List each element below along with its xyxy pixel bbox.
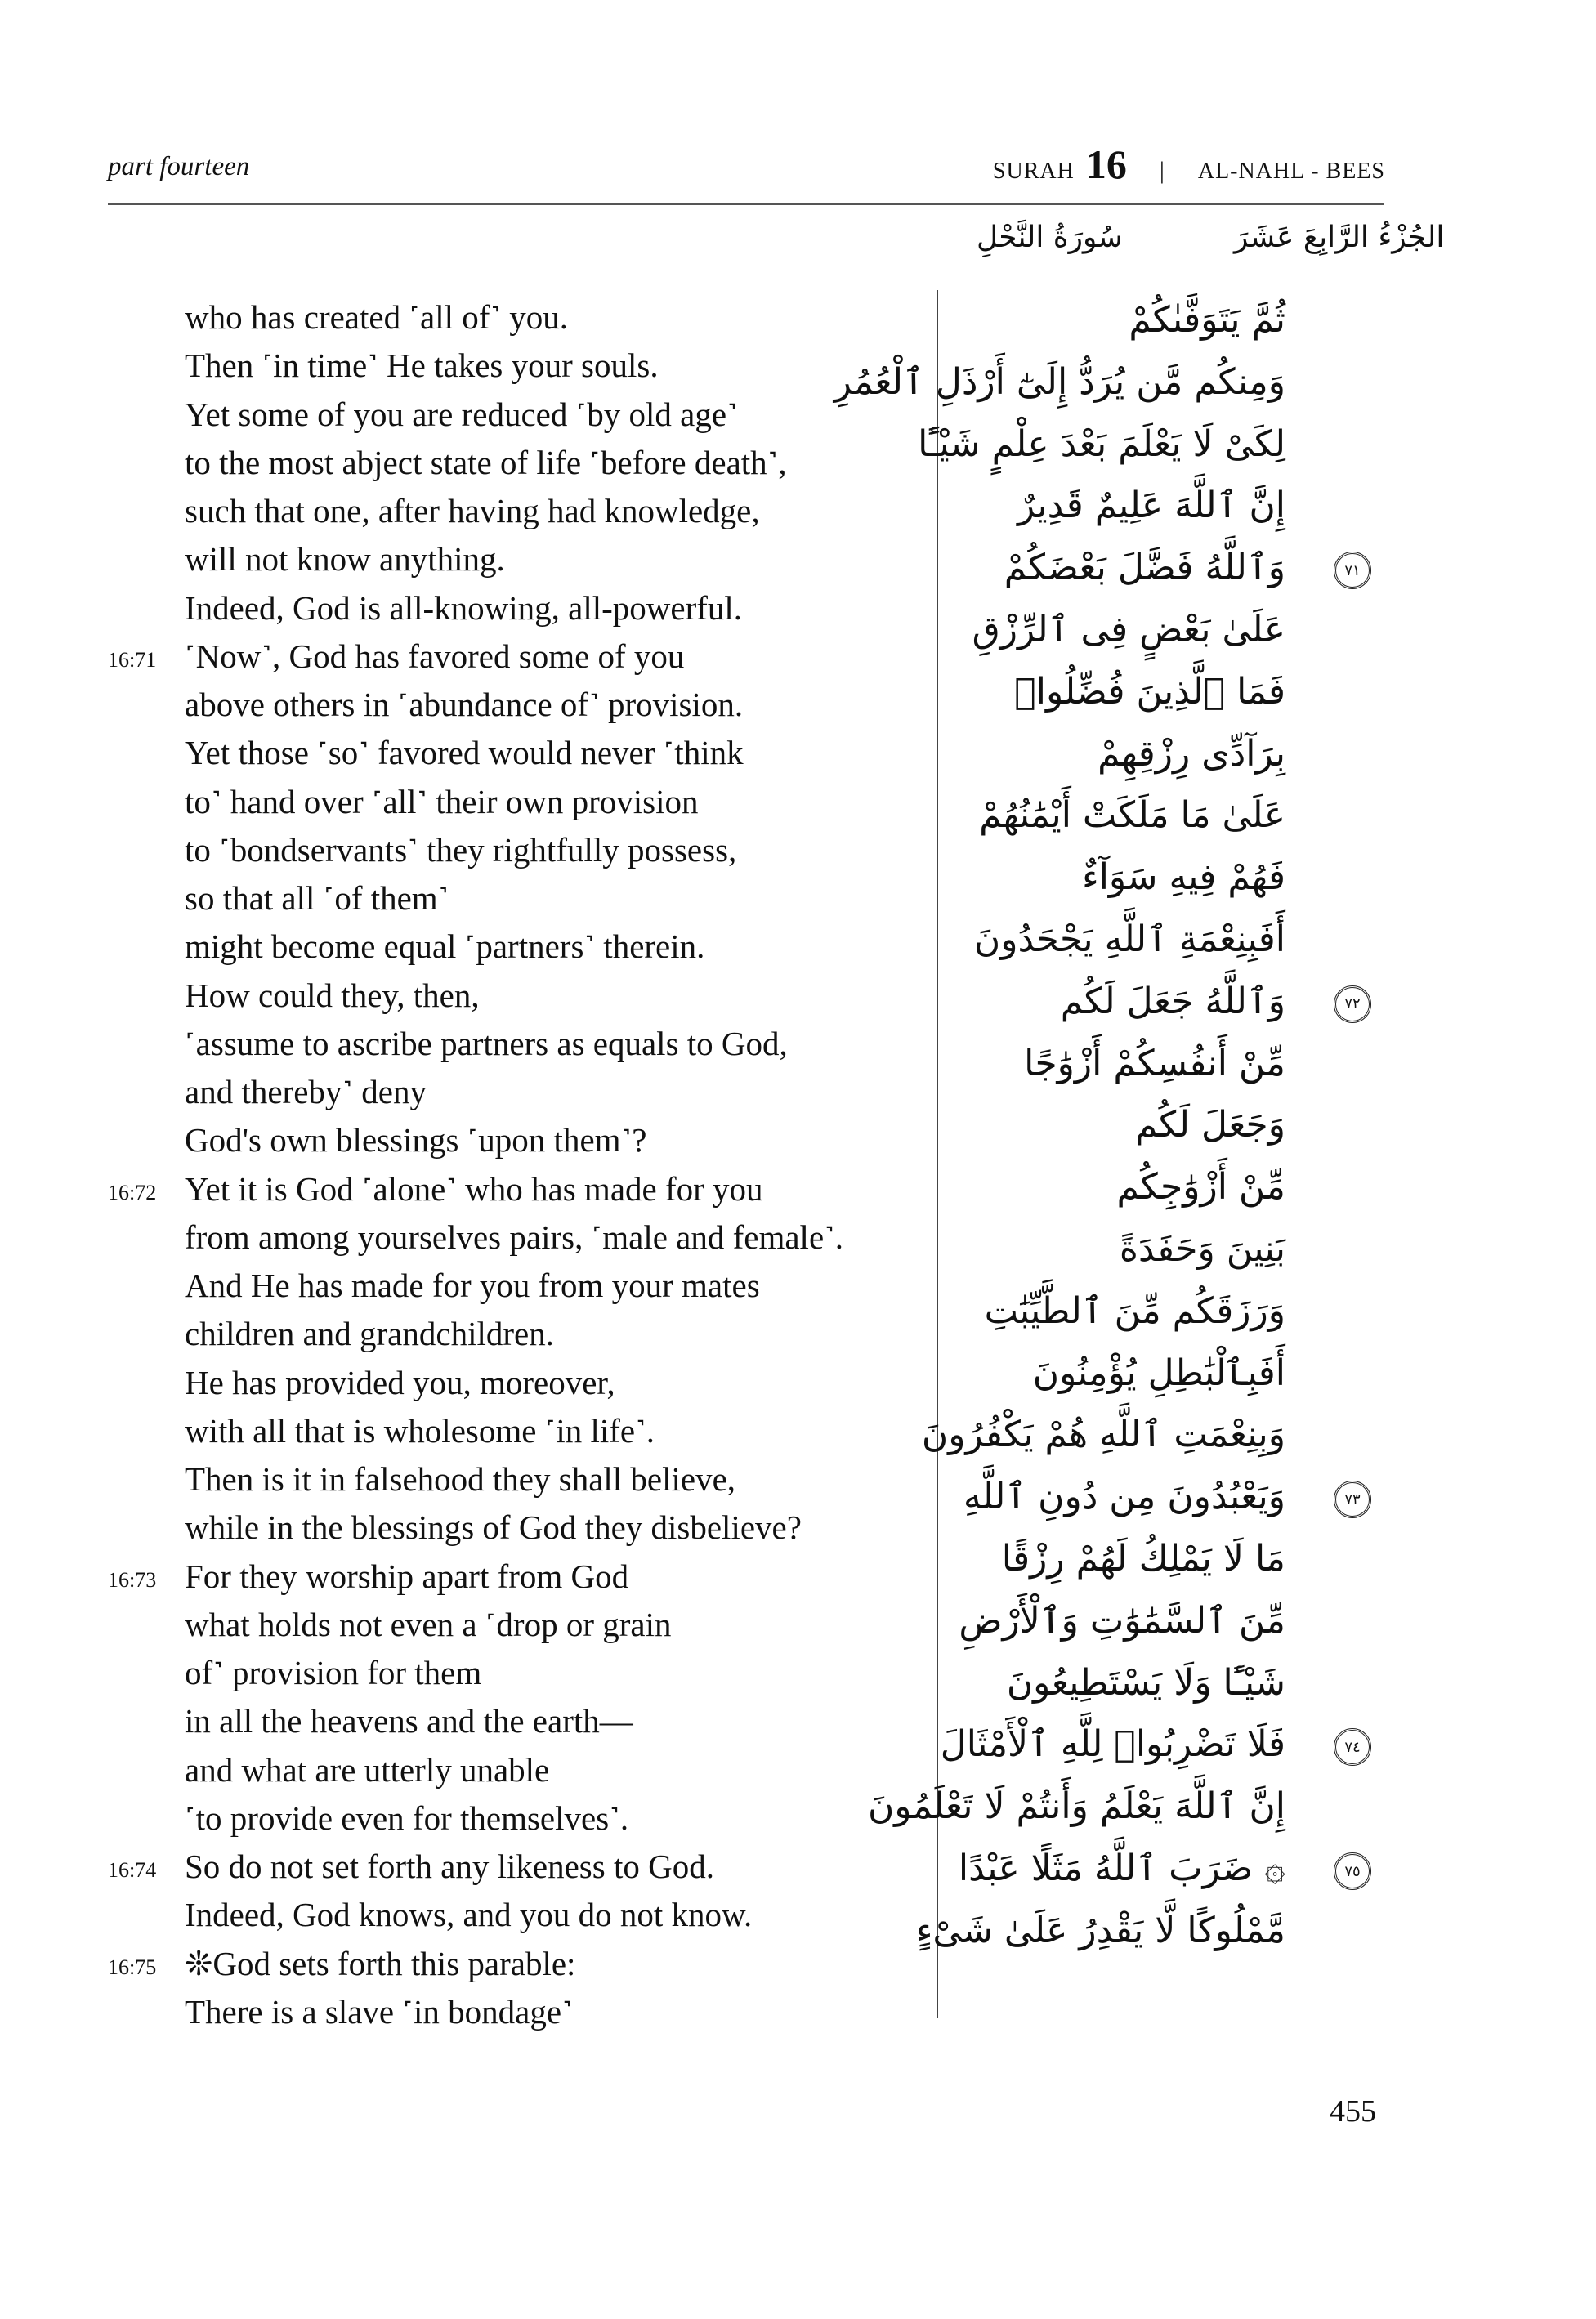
arabic-line: مِّنْ أَزْوَٰجِكُم xyxy=(1116,1166,1285,1209)
translation-line: who has created ˹all of˺ you. xyxy=(185,298,569,336)
translation-line: Then is it in falsehood they shall believe, xyxy=(185,1460,736,1498)
translation-line: children and grandchildren. xyxy=(185,1315,554,1353)
translation-line: How could they, then, xyxy=(185,976,480,1014)
translation-line: And He has made for you from your mates xyxy=(185,1267,760,1304)
translation-line: Indeed, God is all-knowing, all-powerful. xyxy=(185,588,743,627)
translation-line: so that all ˹of them˺ xyxy=(185,879,449,917)
arabic-surah-title: سُورَةُ النَّحْلِ xyxy=(977,221,1123,254)
translation-line: what holds not even a ˹drop or grain xyxy=(185,1605,672,1643)
translation-line: and what are utterly unable xyxy=(185,1750,550,1789)
translation-line: to the most abject state of life ˹before death˺, xyxy=(185,443,787,481)
verse-number: 16:71 xyxy=(108,647,157,672)
translation-line: ˹to provide even for themselves˺. xyxy=(185,1798,629,1837)
translation-line: For they worship apart from God xyxy=(185,1557,629,1595)
verse-number: 16:74 xyxy=(108,1858,157,1882)
translation-line: There is a slave ˹in bondage˺ xyxy=(185,1992,573,2031)
verse-end-medallion-icon: ٧٢ xyxy=(1334,985,1371,1023)
translation-line: ❊God sets forth this parable: xyxy=(185,1944,576,1982)
column-divider xyxy=(937,290,938,2018)
translation-line: to ˹bondservants˺ they rightfully possess, xyxy=(185,830,737,869)
arabic-line: وَٱللَّهُ جَعَلَ لَكُم xyxy=(1060,980,1285,1022)
arabic-line: فَلَا تَضْرِبُوا۟ لِلَّهِ ٱلْأَمْثَالَ xyxy=(940,1723,1285,1766)
arabic-line: بَنِينَ وَحَفَدَةً xyxy=(1119,1228,1285,1270)
arabic-line: لِكَىْ لَا يَعْلَمَ بَعْدَ عِلْمٍ شَيْـًٔا xyxy=(918,422,1285,465)
translation-line: and thereby˺ deny xyxy=(185,1073,427,1110)
page-number: 455 xyxy=(1330,2094,1376,2129)
verse-number: 16:72 xyxy=(108,1180,157,1204)
arabic-line: بِرَآدِّى رِزْقِهِمْ xyxy=(1098,732,1285,775)
translation-line: So do not set forth any likeness to God. xyxy=(185,1848,714,1885)
arabic-line: وَٱللَّهُ فَضَّلَ بَعْضَكُمْ xyxy=(1004,547,1285,589)
arabic-line: مِّنَ ٱلسَّمَٰوَٰتِ وَٱلْأَرْضِ xyxy=(959,1599,1285,1642)
translation-line: such that one, after having had knowledge, xyxy=(185,492,760,529)
translation-line: with all that is wholesome ˹in life˺. xyxy=(185,1411,655,1450)
running-head-surah xyxy=(993,141,1385,188)
translation-line: in all the heavens and the earth— xyxy=(185,1702,633,1740)
translation-line: will not know anything. xyxy=(185,540,505,579)
translation-line: might become equal ˹partners˺ therein. xyxy=(185,927,705,966)
arabic-line: مَّمْلُوكًا لَّا يَقْدِرُ عَلَىٰ شَىْءٍ xyxy=(915,1909,1285,1951)
translation-line: God's own blessings ˹upon them˺? xyxy=(185,1121,647,1160)
surah-label: SURAH xyxy=(992,159,1075,184)
translation-line: ˹Now˺, God has favored some of you xyxy=(185,637,685,675)
arabic-line: أَفَبِٱلْبَٰطِلِ يُؤْمِنُونَ xyxy=(1032,1352,1285,1394)
translation-line: Yet those ˹so˺ favored would never ˹think xyxy=(185,734,744,772)
arabic-line: فَمَا ٱلَّذِينَ فُضِّلُوا۟ xyxy=(1014,670,1285,713)
arabic-line: مِّنْ أَنفُسِكُمْ أَزْوَٰجًا xyxy=(1024,1042,1285,1084)
arabic-line: عَلَىٰ مَا مَلَكَتْ أَيْمَٰنُهُمْ xyxy=(979,794,1285,837)
verse-number: 16:73 xyxy=(108,1567,157,1592)
translation-line: He has provided you, moreover, xyxy=(185,1363,615,1401)
surah-name: AL-NAHL - BEES xyxy=(1197,159,1385,184)
arabic-line: عَلَىٰ بَعْضٍ فِى ٱلرِّزْقِ xyxy=(972,609,1285,650)
surah-number: 16 xyxy=(1085,141,1127,187)
running-head-part: part fourteen xyxy=(108,152,250,181)
arabic-line: وَمِنكُم مَّن يُرَدُّ إِلَىٰٓ أَرْذَلِ ٱلْعُمُرِ xyxy=(834,360,1285,403)
verse-number: 16:75 xyxy=(108,1955,157,1979)
arabic-part-title: الجُزْءُ الرَّابِعَ عَشَرَ xyxy=(1234,221,1445,254)
translation-line: while in the blessings of God they disbelieve? xyxy=(185,1508,802,1547)
arabic-line: إِنَّ ٱللَّهَ عَلِيمٌ قَدِيرٌ xyxy=(1017,485,1285,527)
arabic-line: وَبِنِعْمَتِ ٱللَّهِ هُمْ يَكْفُرُونَ xyxy=(921,1414,1285,1456)
arabic-line: فَهُمْ فِيهِ سَوَآءٌ xyxy=(1082,856,1285,899)
translation-line: of˺ provision for them xyxy=(185,1654,482,1691)
verse-end-medallion-icon: ٧٤ xyxy=(1334,1728,1371,1766)
translation-line: above others in ˹abundance of˺ provision. xyxy=(185,686,744,723)
translation-line: Indeed, God knows, and you do not know. xyxy=(185,1896,753,1934)
translation-line: to˺ hand over ˹all˺ their own provision xyxy=(185,782,699,820)
arabic-line: مَا لَا يَمْلِكُ لَهُمْ رِزْقًا xyxy=(1001,1538,1285,1580)
translation-line: ˹assume to ascribe partners as equals to God, xyxy=(185,1024,788,1062)
verse-end-medallion-icon: ٧١ xyxy=(1334,552,1371,589)
arabic-line: وَيَعْبُدُونَ مِن دُونِ ٱللَّهِ xyxy=(963,1476,1285,1518)
header-rule xyxy=(108,203,1384,205)
arabic-line: ۞ ضَرَبَ ٱللَّهُ مَثَلًا عَبْدًا xyxy=(958,1848,1285,1889)
arabic-line: ثُمَّ يَتَوَفَّىٰكُمْ xyxy=(1129,299,1285,341)
arabic-line: إِنَّ ٱللَّهَ يَعْلَمُ وَأَنتُمْ لَا تَعْلَمُونَ xyxy=(867,1785,1285,1828)
translation-line: Yet some of you are reduced ˹by old age˺ xyxy=(185,395,738,433)
verse-end-medallion-icon: ٧٥ xyxy=(1334,1852,1371,1890)
arabic-line: وَجَعَلَ لَكُم xyxy=(1135,1104,1285,1146)
translation-line: from among yourselves pairs, ˹male and female˺. xyxy=(185,1218,844,1256)
translation-line: Then ˹in time˺ He takes your souls. xyxy=(185,346,659,385)
verse-end-medallion-icon: ٧٣ xyxy=(1334,1481,1371,1518)
arabic-line: أَفَبِنِعْمَةِ ٱللَّهِ يَجْحَدُونَ xyxy=(973,918,1285,960)
arabic-line: وَرَزَقَكُم مِّنَ ٱلطَّيِّبَٰتِ xyxy=(984,1289,1285,1332)
header-separator: | xyxy=(1159,157,1165,184)
arabic-line: شَيْـًٔا وَلَا يَسْتَطِيعُونَ xyxy=(1006,1661,1285,1704)
translation-line: Yet it is God ˹alone˺ who has made for you xyxy=(185,1169,763,1208)
